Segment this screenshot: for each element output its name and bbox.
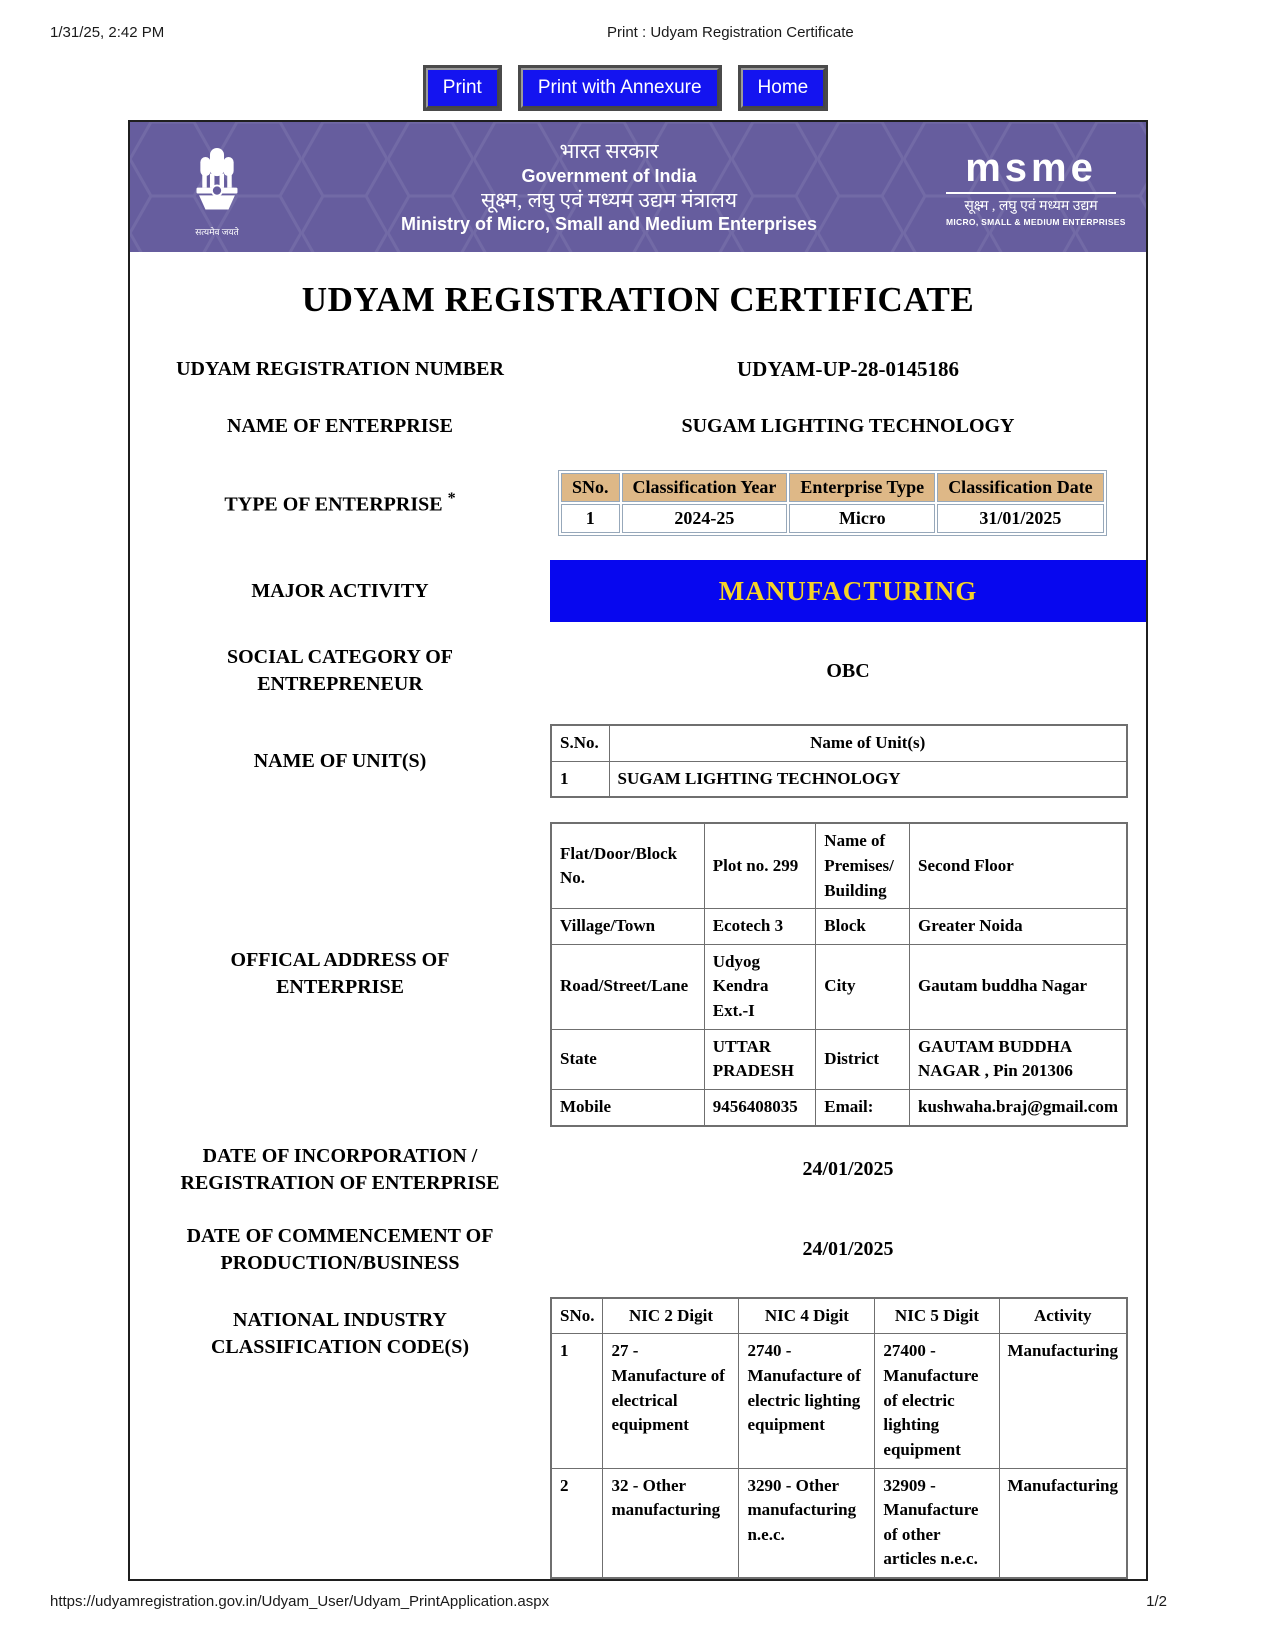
home-button[interactable]: Home bbox=[741, 68, 826, 108]
major-activity-value: MANUFACTURING bbox=[718, 575, 978, 606]
incorporation-value: 24/01/2025 bbox=[802, 1158, 894, 1181]
banner-text-block bbox=[272, 138, 946, 236]
urn-label: UDYAM REGISTRATION NUMBER bbox=[176, 358, 504, 380]
asterisk-marker: * bbox=[447, 489, 456, 507]
row-date-of-incorporation bbox=[130, 1143, 1146, 1197]
cell-sno: 2 bbox=[551, 1468, 603, 1578]
cell-nic2: 27 - Manufacture of electrical equipment bbox=[603, 1334, 739, 1468]
cell-value: Second Floor bbox=[910, 823, 1128, 908]
address-table bbox=[550, 822, 1128, 1126]
cell-label: Village/Town bbox=[551, 909, 704, 945]
column-header: Activity bbox=[999, 1298, 1127, 1334]
column-header: SNo. bbox=[551, 1298, 603, 1334]
column-header: Name of Unit(s) bbox=[609, 725, 1127, 761]
print-with-annexure-button[interactable]: Print with Annexure bbox=[521, 68, 719, 108]
row-nic-codes bbox=[130, 1297, 1146, 1579]
column-header: Classification Year bbox=[622, 473, 788, 502]
incorporation-label: DATE OF INCORPORATION / REGISTRATION OF ENTERPRISE bbox=[180, 1144, 500, 1194]
cell-activity: Manufacturing bbox=[999, 1334, 1127, 1468]
column-header: SNo. bbox=[561, 473, 620, 502]
cell-sno: 1 bbox=[551, 1334, 603, 1468]
gov-of-india-hindi: भारत सरकार bbox=[559, 139, 659, 164]
classification-table bbox=[558, 470, 1107, 536]
cell-value: Ecotech 3 bbox=[704, 909, 816, 945]
column-header: Classification Date bbox=[937, 473, 1103, 502]
ashoka-emblem-icon bbox=[172, 136, 262, 238]
msme-tagline-english: MICRO, SMALL & MEDIUM ENTERPRISES bbox=[946, 216, 1126, 227]
cell-label: Name of Premises/ Building bbox=[816, 823, 910, 908]
nic-table-wrap bbox=[550, 1297, 1146, 1579]
cell-classification-date: 31/01/2025 bbox=[937, 504, 1103, 533]
emblem-caption: सत्यमेव जयते bbox=[195, 227, 239, 237]
enterprise-name-value: SUGAM LIGHTING TECHNOLOGY bbox=[681, 415, 1015, 437]
table-row bbox=[561, 504, 1104, 533]
cell-sno: 1 bbox=[561, 504, 620, 533]
cell-activity: Manufacturing bbox=[999, 1468, 1127, 1578]
classification-table-wrap bbox=[550, 470, 1146, 536]
address-table-wrap bbox=[550, 822, 1146, 1126]
column-header: NIC 2 Digit bbox=[603, 1298, 739, 1334]
page-number: 1/2 bbox=[1146, 1593, 1167, 1610]
cell-label: State bbox=[551, 1029, 704, 1089]
cell-value: Plot no. 299 bbox=[704, 823, 816, 908]
nic-table bbox=[550, 1297, 1128, 1579]
print-chrome-header bbox=[0, 24, 1275, 46]
certificate-page bbox=[128, 120, 1148, 1581]
print-datetime: 1/31/25, 2:42 PM bbox=[50, 24, 165, 41]
cell-enterprise-type: Micro bbox=[789, 504, 935, 533]
toolbar bbox=[0, 68, 1263, 108]
print-page-title: Print : Udyam Registration Certificate bbox=[607, 24, 854, 41]
cell-label: Flat/Door/Block No. bbox=[551, 823, 704, 908]
cell-value: Udyog Kendra Ext.-I bbox=[704, 944, 816, 1029]
cell-value: 9456408035 bbox=[704, 1090, 816, 1126]
print-button[interactable]: Print bbox=[426, 68, 499, 108]
table-row bbox=[551, 1468, 1127, 1578]
government-banner bbox=[130, 122, 1146, 252]
row-enterprise-name bbox=[130, 413, 1146, 440]
cell-nic4: 3290 - Other manufacturing n.e.c. bbox=[739, 1468, 875, 1578]
certificate-title: UDYAM REGISTRATION CERTIFICATE bbox=[301, 280, 975, 319]
cell-label: Road/Street/Lane bbox=[551, 944, 704, 1029]
row-official-address bbox=[130, 822, 1146, 1126]
column-header: NIC 4 Digit bbox=[739, 1298, 875, 1334]
commencement-value: 24/01/2025 bbox=[802, 1238, 894, 1261]
cell-unit-name: SUGAM LIGHTING TECHNOLOGY bbox=[609, 761, 1127, 797]
table-row bbox=[551, 1029, 1127, 1089]
units-label: NAME OF UNIT(S) bbox=[253, 749, 427, 772]
row-major-activity bbox=[130, 560, 1146, 622]
table-row bbox=[551, 909, 1127, 945]
row-social-category bbox=[130, 644, 1146, 698]
row-registration-number bbox=[130, 356, 1146, 383]
cell-nic4: 2740 - Manufacture of electric lighting equipment bbox=[739, 1334, 875, 1468]
cell-label: City bbox=[816, 944, 910, 1029]
cell-nic5: 27400 - Manufacture of electric lighting equipment bbox=[875, 1334, 999, 1468]
cell-label: Block bbox=[816, 909, 910, 945]
urn-value: UDYAM-UP-28-0145186 bbox=[736, 357, 960, 381]
msme-tagline-hindi: सूक्ष्म , लघु एवं मध्यम उद्यम bbox=[946, 192, 1116, 215]
nic-label: NATIONAL INDUSTRY CLASSIFICATION CODE(S) bbox=[210, 1308, 469, 1358]
major-activity-banner bbox=[550, 560, 1146, 622]
column-header: S.No. bbox=[551, 725, 609, 761]
commencement-label: DATE OF COMMENCEMENT OF PRODUCTION/BUSINESS bbox=[186, 1224, 494, 1274]
table-row bbox=[551, 944, 1127, 1029]
units-table-wrap bbox=[550, 724, 1146, 798]
cell-nic5: 32909 - Manufacture of other articles n.e.c. bbox=[875, 1468, 999, 1578]
cell-value: UTTAR PRADESH bbox=[704, 1029, 816, 1089]
cell-value: Greater Noida bbox=[910, 909, 1128, 945]
row-name-of-units bbox=[130, 724, 1146, 798]
cell-value: Gautam buddha Nagar bbox=[910, 944, 1128, 1029]
row-enterprise-type bbox=[130, 470, 1146, 536]
cell-label: Email: bbox=[816, 1090, 910, 1126]
units-table bbox=[550, 724, 1128, 798]
print-chrome-footer bbox=[50, 1593, 1167, 1610]
cell-nic2: 32 - Other manufacturing bbox=[603, 1468, 739, 1578]
table-row bbox=[551, 761, 1127, 797]
table-row bbox=[551, 823, 1127, 908]
enterprise-type-label: TYPE OF ENTERPRISE * bbox=[224, 489, 456, 516]
cell-value: GAUTAM BUDDHA NAGAR , Pin 201306 bbox=[910, 1029, 1128, 1089]
cell-classification-year: 2024-25 bbox=[622, 504, 788, 533]
cell-label: District bbox=[816, 1029, 910, 1089]
social-category-value: OBC bbox=[826, 659, 870, 682]
cell-sno: 1 bbox=[551, 761, 609, 797]
gov-of-india-english: Government of India bbox=[521, 165, 697, 186]
cell-label: Mobile bbox=[551, 1090, 704, 1126]
print-url: https://udyamregistration.gov.in/Udyam_User/Udyam_PrintApplication.aspx bbox=[50, 1593, 550, 1610]
table-row bbox=[551, 1334, 1127, 1468]
cell-value: kushwaha.braj@gmail.com bbox=[910, 1090, 1128, 1126]
column-header: Enterprise Type bbox=[789, 473, 935, 502]
address-label: OFFICAL ADDRESS OF ENTERPRISE bbox=[230, 949, 450, 999]
enterprise-name-label: NAME OF ENTERPRISE bbox=[227, 415, 453, 437]
major-activity-label: MAJOR ACTIVITY bbox=[251, 579, 429, 602]
ministry-english: Ministry of Micro, Small and Medium Enterprises bbox=[400, 214, 818, 235]
table-row bbox=[551, 1090, 1127, 1126]
ministry-hindi: सूक्ष्म, लघु एवं मध्यम उद्यम मंत्रालय bbox=[480, 188, 738, 212]
msme-logo-icon bbox=[946, 145, 1126, 227]
column-header: NIC 5 Digit bbox=[875, 1298, 999, 1334]
social-category-label: SOCIAL CATEGORY OF ENTREPRENEUR bbox=[227, 646, 453, 695]
msme-wordmark: msme bbox=[965, 145, 1097, 190]
row-date-of-commencement bbox=[130, 1223, 1146, 1277]
